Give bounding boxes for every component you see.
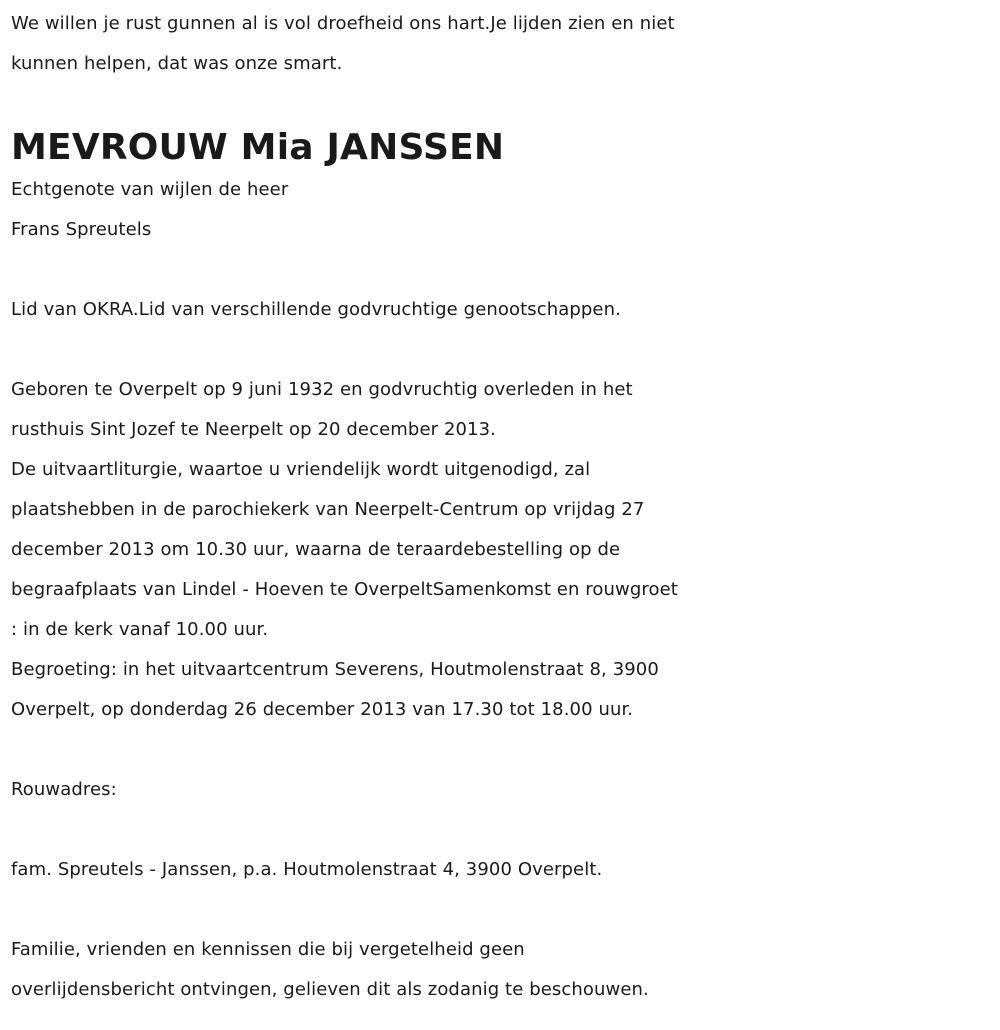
spouse-line: Echtgenote van wijlen de heer [11, 179, 289, 200]
spacer [11, 330, 990, 370]
spacer [11, 730, 990, 770]
deceased-name: MEVROUW Mia JANSSEN [11, 127, 505, 168]
details-line: plaatshebben in de parochiekerk van Neerpelt-Centrum op vrijdag 27 [11, 499, 645, 520]
details-line: De uitvaartliturgie, waartoe u vriendelijk wordt uitgenodigd, zal [11, 459, 591, 480]
closing-line: Familie, vrienden en kennissen die bij vergetelheid geen [11, 939, 525, 960]
address-label: Rouwadres: [11, 779, 117, 800]
membership-line: Lid van OKRA.Lid van verschillende godvruchtige genootschappen. [11, 299, 621, 320]
motto-line: kunnen helpen, dat was onze smart. [11, 53, 343, 74]
details-line: Overpelt, op donderdag 26 december 2013 van 17.30 tot 18.00 uur. [11, 699, 634, 720]
spacer [11, 890, 990, 930]
details-line: begraafplaats van Lindel - Hoeven te OverpeltSamenkomst en rouwgroet [11, 579, 678, 600]
motto-line: We willen je rust gunnen al is vol droefheid ons hart.Je lijden zien en niet [11, 13, 675, 34]
spacer [11, 810, 990, 850]
spacer [11, 250, 990, 290]
address-line: fam. Spreutels - Janssen, p.a. Houtmolenstraat 4, 3900 Overpelt. [11, 859, 603, 880]
details-line: december 2013 om 10.30 uur, waarna de teraardebestelling op de [11, 539, 621, 560]
details-line: Geboren te Overpelt op 9 juni 1932 en godvruchtig overleden in het [11, 379, 633, 400]
details-line: : in de kerk vanaf 10.00 uur. [11, 619, 269, 640]
details-line: Begroeting: in het uitvaartcentrum Severens, Houtmolenstraat 8, 3900 [11, 659, 659, 680]
closing-line: overlijdensbericht ontvingen, gelieven dit als zodanig te beschouwen. [11, 979, 649, 1000]
details-line: rusthuis Sint Jozef te Neerpelt op 20 december 2013. [11, 419, 496, 440]
spouse-line: Frans Spreutels [11, 219, 152, 240]
